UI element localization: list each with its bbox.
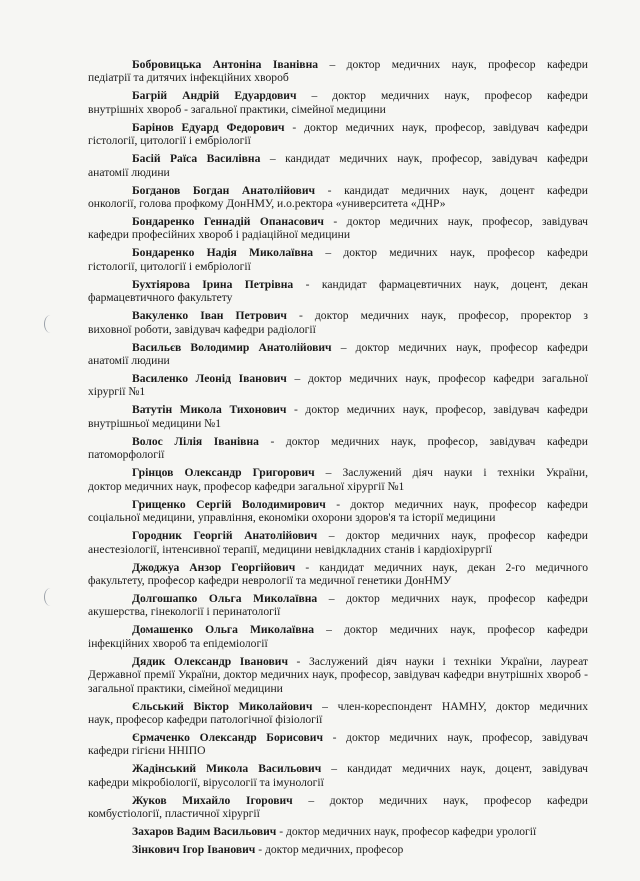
person-title: - Заслужений діяч науки і техніки України, лауреат — [287, 654, 588, 668]
person-title: – доктор медичних наук, професор кафедри — [314, 623, 588, 637]
staff-list — [88, 58, 588, 861]
person-title: - доктор медичних наук, професор, завідувач — [323, 215, 589, 229]
person-name: Васильєв Володимир Анатолійович — [132, 340, 332, 354]
list-item — [88, 121, 588, 148]
person-name: Зінкович Ігор Іванович — [132, 843, 256, 857]
person-title: - доктор медичних наук, професор, завідувач кафедри — [258, 434, 588, 448]
list-item — [88, 309, 588, 336]
person-name: Дядик Олександр Іванович — [132, 654, 288, 668]
person-title: - доктор медичних, професор — [255, 843, 404, 857]
list-item — [88, 152, 588, 179]
person-name: Вакуленко Іван Петрович — [132, 309, 287, 323]
list-item — [88, 215, 588, 242]
list-item — [88, 623, 588, 650]
person-title-continued: доктор медичних наук, професор кафедри загальної хірургії №1 — [88, 479, 405, 493]
person-name: Городник Георгій Анатолійович — [132, 529, 318, 543]
person-name: Бондаренко Надія Миколаївна — [132, 246, 314, 260]
person-name: Грищенко Сергій Володимирович — [132, 497, 326, 511]
person-title-continued: кафедри мікробіології, вірусології та імунології — [88, 775, 324, 789]
person-name: Єльський Віктор Миколайович — [132, 699, 313, 713]
person-name: Джоджуа Анзор Георгійович — [132, 560, 296, 574]
person-title-continued: педіатрії та дитячих інфекційних хвороб — [88, 71, 289, 85]
person-name: Бондаренко Геннадій Опанасович — [132, 215, 324, 229]
list-item — [88, 529, 588, 556]
list-item — [88, 466, 588, 493]
list-item — [88, 561, 588, 588]
person-title: – кандидат медичних наук, професор, завідувач кафедри — [260, 152, 588, 166]
person-title-continued: анатомії людини — [88, 165, 170, 179]
person-name: Бобровицька Антоніна Іванівна — [132, 58, 319, 71]
person-name: Волос Лілія Іванівна — [132, 434, 259, 448]
person-title-continued: факультету, професор кафедри неврології та медичної генетики ДонНМУ — [88, 573, 452, 587]
list-item — [88, 89, 588, 116]
list-item — [88, 246, 588, 273]
person-title-continued: комбустіології, пластичної хірургії — [88, 807, 260, 821]
person-title-continued: наук, професор кафедри патологічної фізіології — [88, 712, 323, 726]
punch-hole-mark — [44, 588, 57, 606]
person-title-continued: внутрішньої медицини №1 — [88, 416, 222, 430]
list-item — [88, 278, 588, 305]
list-item — [88, 794, 588, 821]
list-item — [88, 403, 588, 430]
person-title: - кандидат медичних наук, доцент кафедри — [315, 183, 588, 197]
person-title-continued: внутрішніх хвороб - загальної практики, сімейної медицини — [88, 102, 386, 116]
person-name: Долгошапко Ольга Миколаївна — [132, 591, 318, 605]
person-name: Єрмаченко Олександр Борисович — [132, 730, 324, 744]
person-name: Жуков Михайло Ігорович — [132, 793, 293, 807]
person-title-continued: Державної премії України, доктор медичних наук, професор, завідувач кафедри внутрішніх хвороб - загальної практики, сімейної медицини — [88, 668, 588, 695]
person-name: Барінов Едуард Федорович — [132, 120, 285, 134]
person-title-continued: гістології, цитології і ембріології — [88, 134, 251, 148]
person-title-continued: онкології, голова профкому ДонНМУ, и.о.ректора «университета «ДНР» — [88, 197, 446, 211]
person-title: – доктор медичних наук, професор кафедри — [331, 340, 588, 354]
person-name: Грінцов Олександр Григорович — [132, 466, 315, 480]
person-title: - доктор медичних наук, професор, завідувач кафедри — [286, 403, 588, 417]
list-item — [88, 58, 588, 85]
person-title: - доктор медичних наук, професор, проректор з — [286, 309, 588, 323]
person-name: Василенко Леонід Іванович — [132, 372, 287, 386]
person-name: Багрій Андрій Едуардович — [132, 89, 297, 103]
person-title-continued: фармацевтичного факультету — [88, 291, 233, 305]
punch-hole-mark — [44, 315, 57, 333]
list-item — [88, 655, 588, 695]
person-name: Басій Раїса Василівна — [132, 152, 261, 166]
person-title-continued: акушерства, гінекології і перинатології — [88, 605, 281, 619]
person-title-continued: анатомії людини — [88, 354, 170, 368]
person-title: - доктор медичних наук, професор кафедри — [325, 497, 588, 511]
list-item — [88, 731, 588, 758]
person-title: - доктор медичних наук, професор, завідувач — [323, 730, 588, 744]
person-name: Ватутін Микола Тихонович — [132, 403, 287, 417]
person-title: - доктор медичних наук, професор, завідувач кафедри — [284, 120, 589, 134]
list-item — [88, 341, 588, 368]
person-title-continued: патоморфології — [88, 448, 165, 462]
person-title: – доктор медичних наук, професор кафедри — [317, 529, 588, 543]
person-title-continued: виховної роботи, завідувач кафедри радіології — [88, 322, 316, 336]
person-name: Домашенко Ольга Миколаївна — [132, 623, 315, 637]
person-title-continued: гістології, цитології і ембріології — [88, 259, 251, 273]
list-item — [88, 498, 588, 525]
person-title-continued: соціальної медицини, управління, економіки охорони здоров'я та історії медицини — [88, 511, 496, 525]
person-title: – Заслужений діяч науки і техніки України, — [314, 466, 589, 480]
person-title: – доктор медичних наук, професор кафедри загальної — [286, 372, 588, 386]
list-item — [88, 825, 588, 838]
person-title: – кандидат медичних наук, доцент, завідувач — [321, 762, 588, 776]
person-title: – доктор медичних наук, професор кафедри — [292, 793, 588, 807]
person-name: Жадінський Микола Васильович — [132, 762, 322, 776]
person-name: Бухтіярова Ірина Петрівна — [132, 277, 294, 291]
person-title-continued: кафедри професійних хвороб і радіаційної медицини — [88, 228, 351, 242]
list-item — [88, 372, 588, 399]
person-title-continued: кафедри гігієни ННІПО — [88, 744, 206, 758]
person-title: - доктор медичних наук, професор кафедри урології — [276, 825, 537, 839]
list-item — [88, 435, 588, 462]
list-item — [88, 843, 588, 856]
person-title: – доктор медичних наук, професор кафедри — [318, 58, 588, 71]
person-title: – доктор медичних наук, професор кафедри — [313, 246, 588, 260]
person-title: - кандидат медичних наук, декан 2-го медичного — [295, 560, 588, 574]
person-title-continued: анестезіології, інтенсивної терапії, медицини невідкладних станів і кардіохірургії — [88, 542, 492, 556]
person-title-continued: хірургії №1 — [88, 385, 146, 399]
list-item — [88, 762, 588, 789]
list-item — [88, 184, 588, 211]
list-item — [88, 700, 588, 727]
person-title: – доктор медичних наук, професор кафедри — [317, 591, 588, 605]
person-title-continued: інфекційних хвороб та епідеміології — [88, 636, 268, 650]
person-title: - кандидат фармацевтичних наук, доцент, декан — [293, 277, 588, 291]
person-title: – член-кореспондент НАМНУ, доктор медичних — [312, 699, 589, 713]
person-name: Богданов Богдан Анатолійович — [132, 183, 316, 197]
list-item — [88, 592, 588, 619]
person-title: – доктор медичних наук, професор кафедри — [296, 89, 588, 103]
person-name: Захаров Вадим Васильович — [132, 825, 277, 839]
